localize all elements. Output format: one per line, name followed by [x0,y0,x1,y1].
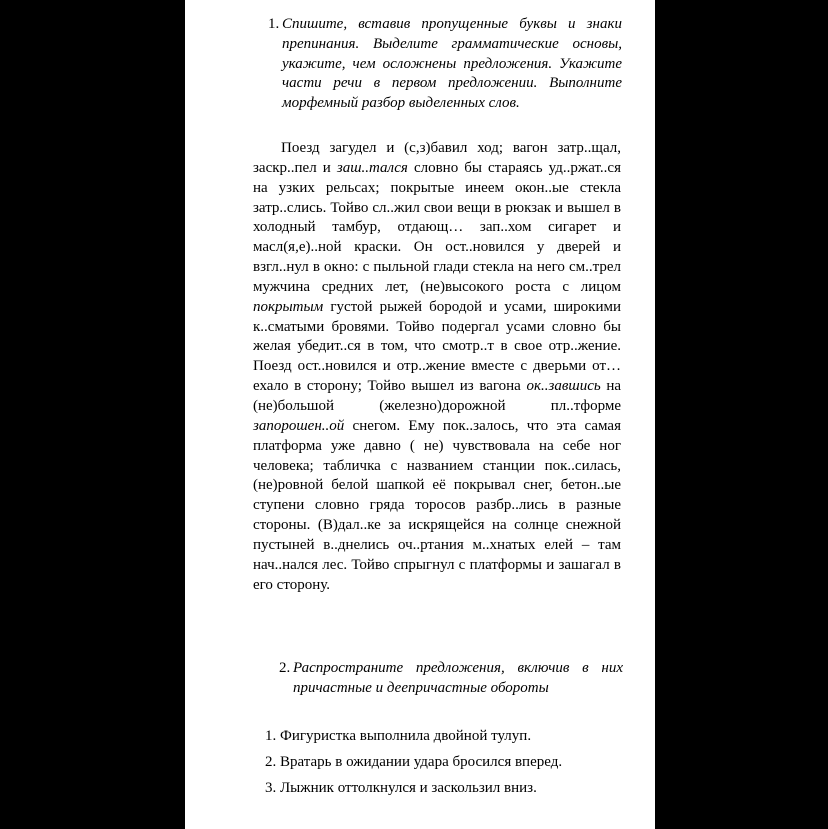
list-item-text: Вратарь в ожидании удара бросился вперед. [280,754,563,770]
list-item [265,779,635,798]
paragraph-text: Поезд загудел и (с,з)бавил ход; вагон затр..щал, заскр..пел и [253,140,621,176]
list-item-number: 3. [265,780,277,796]
highlighted-word: заш..тался [336,159,408,176]
list-item [265,727,635,746]
paragraph-text: снегом. Ему пок..залось, что эта самая платформа уже давно ( не) чувствовала на себе ног человека; табличка с названием станции пок..силась, (не)ровной белой шапкой её покрывал снег, бетон..ые ступени словно гряда торосов разбр..лись в разные стороны. (В)дал..ке за искрящейся на солнце снежной пустыней в..днелись оч..ртания м..хнатых елей – там нач..нался лес. Тойво спрыгнул с платформы и зашагал в его сторону. [253,417,621,593]
list-item-number: 1. [265,728,277,744]
task-1 [268,15,622,114]
exercise-paragraph [253,139,621,595]
list-item-text: Фигуристка выполнила двойной тулуп. [280,728,532,744]
document-page [185,0,655,829]
highlighted-word: запорошен..ой [253,417,345,434]
highlighted-word: покрытым [253,298,324,315]
highlighted-word: ок..завшись [526,378,601,395]
task-2 [279,659,623,699]
task-1-number: 1. [268,16,280,32]
task-1-instructions: Спишите, вставив пропущенные буквы и знаки препинания. Выделите грамматические основы, укажите, чем осложнены предложения. Укажите части речи в первом предложении. Выполните морфемный разбор выделенных слов. [282,16,622,112]
paragraph-text: на (не)большой (железно)дорожной пл..тформе [253,378,621,414]
list-item [265,753,635,772]
task-2-number: 2. [279,660,291,676]
paragraph-text: словно бы стараясь уд..ржат..ся на узких рельсах; покрытые инеем окон..ые стекла затр..слись. Тойво сл..жил свои вещи в рюкзак и вышел в холодный тамбур, отдающ… зап..хом сигарет и масл(я,е)..ной краски. Он ост..новился у дверей и взгл..нул в окно: с пыльной глади стекла на него см..трел мужчина средних лет, (не)высокого роста с лицом [253,159,621,295]
list-item-number: 2. [265,754,277,770]
list-item-text: Лыжник оттолкнулся и заскользил вниз. [280,780,537,796]
task-2-instructions: Распространите предложения, включив в них причастные и деепричастные обороты [293,660,623,696]
paragraph-text: густой рыжей бородой и усами, широкими к..сматыми бровями. Тойво подергал усами словно бы желая убедит..ся в том, что смотр..т в свое отр..жение. Поезд ост..новился и отр..жение вместе с дверьми от…ехало в сторону; Тойво вышел из вагона [253,298,621,395]
sentence-list [265,727,635,805]
